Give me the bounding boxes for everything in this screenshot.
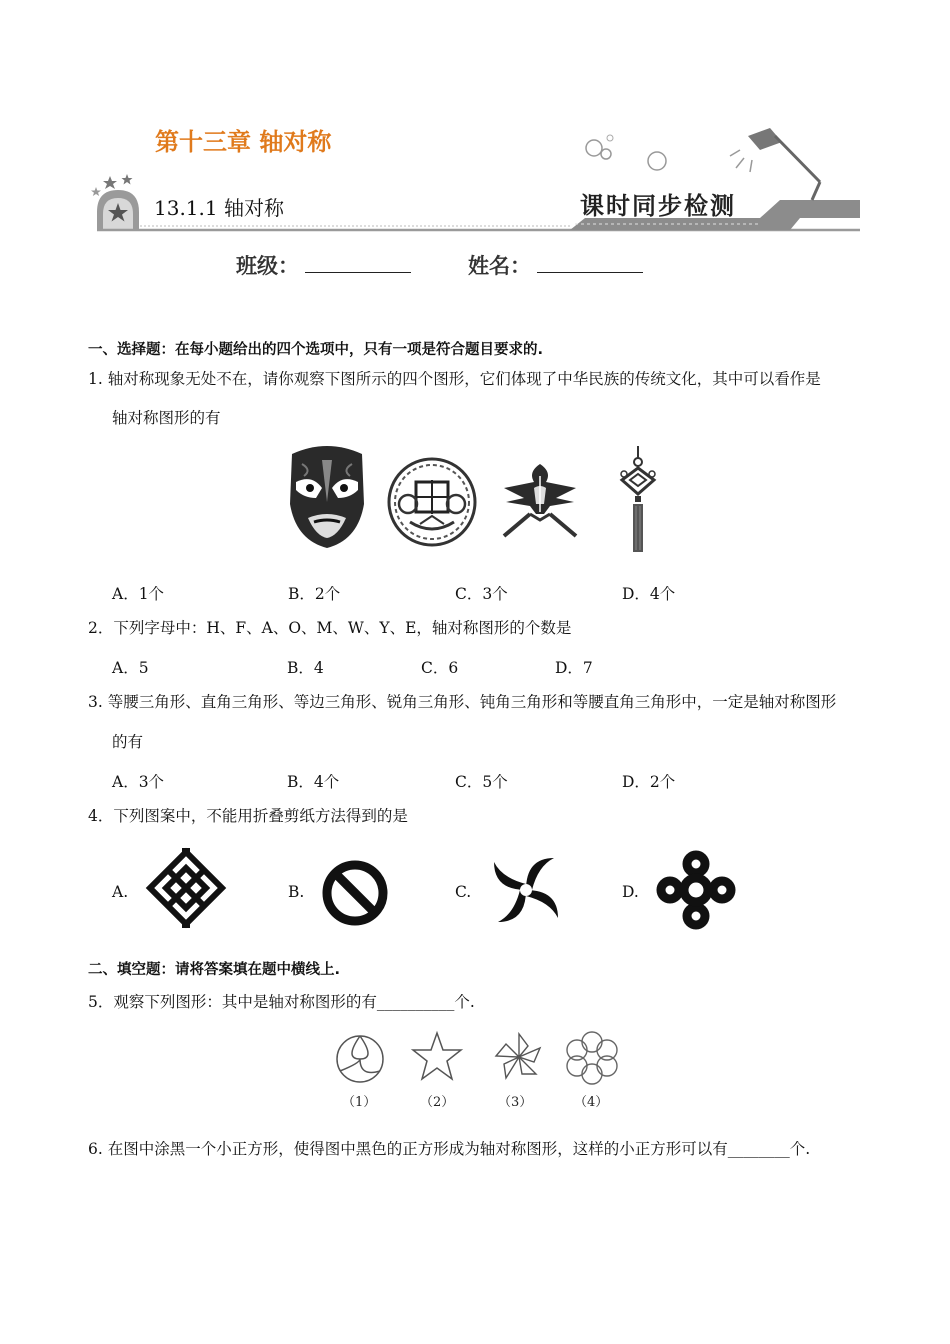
- opera-mask-figure: [282, 444, 372, 552]
- q3-option-b[interactable]: B．4个: [287, 773, 340, 791]
- q3-line1: 3. 等腰三角形、直角三角形、等边三角形、锐角三角形、钝角三角形和等腰直角三角形中，一定是轴对称图形: [88, 693, 837, 711]
- prohibited-sign-figure: [320, 858, 390, 928]
- q1-option-a[interactable]: A．1个: [112, 585, 165, 603]
- chapter-title: 第十三章 轴对称: [155, 128, 332, 156]
- part1-heading: 一、选择题：在每小题给出的四个选项中，只有一项是符合题目要求的.: [88, 342, 544, 358]
- four-circles-figure: [658, 850, 734, 930]
- name-field: [468, 250, 643, 280]
- q2-option-b[interactable]: B．4: [287, 659, 324, 677]
- figure-2-star: [410, 1030, 464, 1082]
- q5-text: 5．观察下列图形：其中是轴对称图形的有__________个.: [88, 993, 475, 1011]
- figure-4-flower: [564, 1030, 620, 1086]
- class-blank[interactable]: [305, 254, 411, 273]
- q1-option-c[interactable]: C．3个: [455, 585, 508, 603]
- swirl-figure: [488, 852, 564, 928]
- bubble-icon: [601, 149, 611, 159]
- figure-2-caption: （2）: [420, 1095, 455, 1110]
- figure-1-circle-arcs: [334, 1033, 386, 1085]
- q2-option-d[interactable]: D．7: [555, 659, 593, 677]
- class-field: [236, 250, 411, 280]
- q4-text: 4．下列图案中，不能用折叠剪纸方法得到的是: [88, 807, 408, 825]
- q1-option-b[interactable]: B．2个: [288, 585, 341, 603]
- figure-3-caption: （3）: [498, 1095, 533, 1110]
- brand-text: 课时同步检测: [580, 191, 736, 220]
- bubble-icon: [586, 140, 602, 156]
- q1-line2: 轴对称图形的有: [112, 409, 221, 427]
- name-blank[interactable]: [537, 254, 643, 273]
- q3-option-c[interactable]: C．5个: [455, 773, 508, 791]
- q2-option-c[interactable]: C．6: [421, 659, 459, 677]
- q6-text: 6. 在图中涂黑一个小正方形，使得图中黑色的正方形成为轴对称图形，这样的小正方形可以有________个.: [88, 1140, 811, 1158]
- q4-label-b[interactable]: B.: [288, 883, 305, 901]
- bubble-icon: [648, 152, 666, 170]
- q1-line1: 1. 轴对称现象无处不在，请你观察下图所示的四个图形，它们体现了中华民族的传统文化，其中可以看作是: [88, 370, 821, 388]
- q2-text: 2．下列字母中：H、F、A、O、M、W、Y、E，轴对称图形的个数是: [88, 619, 572, 637]
- q1-option-d[interactable]: D．4个: [622, 585, 676, 603]
- class-label: 班级：: [236, 254, 299, 278]
- q4-label-a[interactable]: A.: [112, 883, 129, 901]
- knot-pattern-figure: [146, 848, 226, 928]
- star-icon: [122, 174, 133, 185]
- q3-option-d[interactable]: D．2个: [622, 773, 676, 791]
- paper-cut-figure: [386, 456, 478, 548]
- q4-label-d[interactable]: D.: [622, 883, 639, 901]
- bubble-icon: [607, 135, 613, 141]
- part2-heading: 二、填空题：请将答案填在题中横线上.: [88, 962, 341, 978]
- chinese-knot-figure: [616, 446, 660, 554]
- q4-label-c[interactable]: C.: [455, 883, 472, 901]
- q3-line2: 的有: [112, 733, 144, 751]
- star-icon: [103, 176, 117, 189]
- star-icon: [91, 187, 101, 196]
- figure-1-caption: （1）: [342, 1095, 377, 1110]
- header-banner: [0, 0, 950, 240]
- q2-option-a[interactable]: A．5: [112, 659, 149, 677]
- figure-3-pinwheel: [492, 1030, 546, 1084]
- section-title: 13.1.1 轴对称: [154, 196, 284, 220]
- figure-4-caption: （4）: [574, 1095, 609, 1110]
- name-label: 姓名：: [468, 254, 531, 278]
- kite-figure: [500, 462, 580, 538]
- q3-option-a[interactable]: A．3个: [112, 773, 165, 791]
- lamp-icon: [730, 128, 820, 200]
